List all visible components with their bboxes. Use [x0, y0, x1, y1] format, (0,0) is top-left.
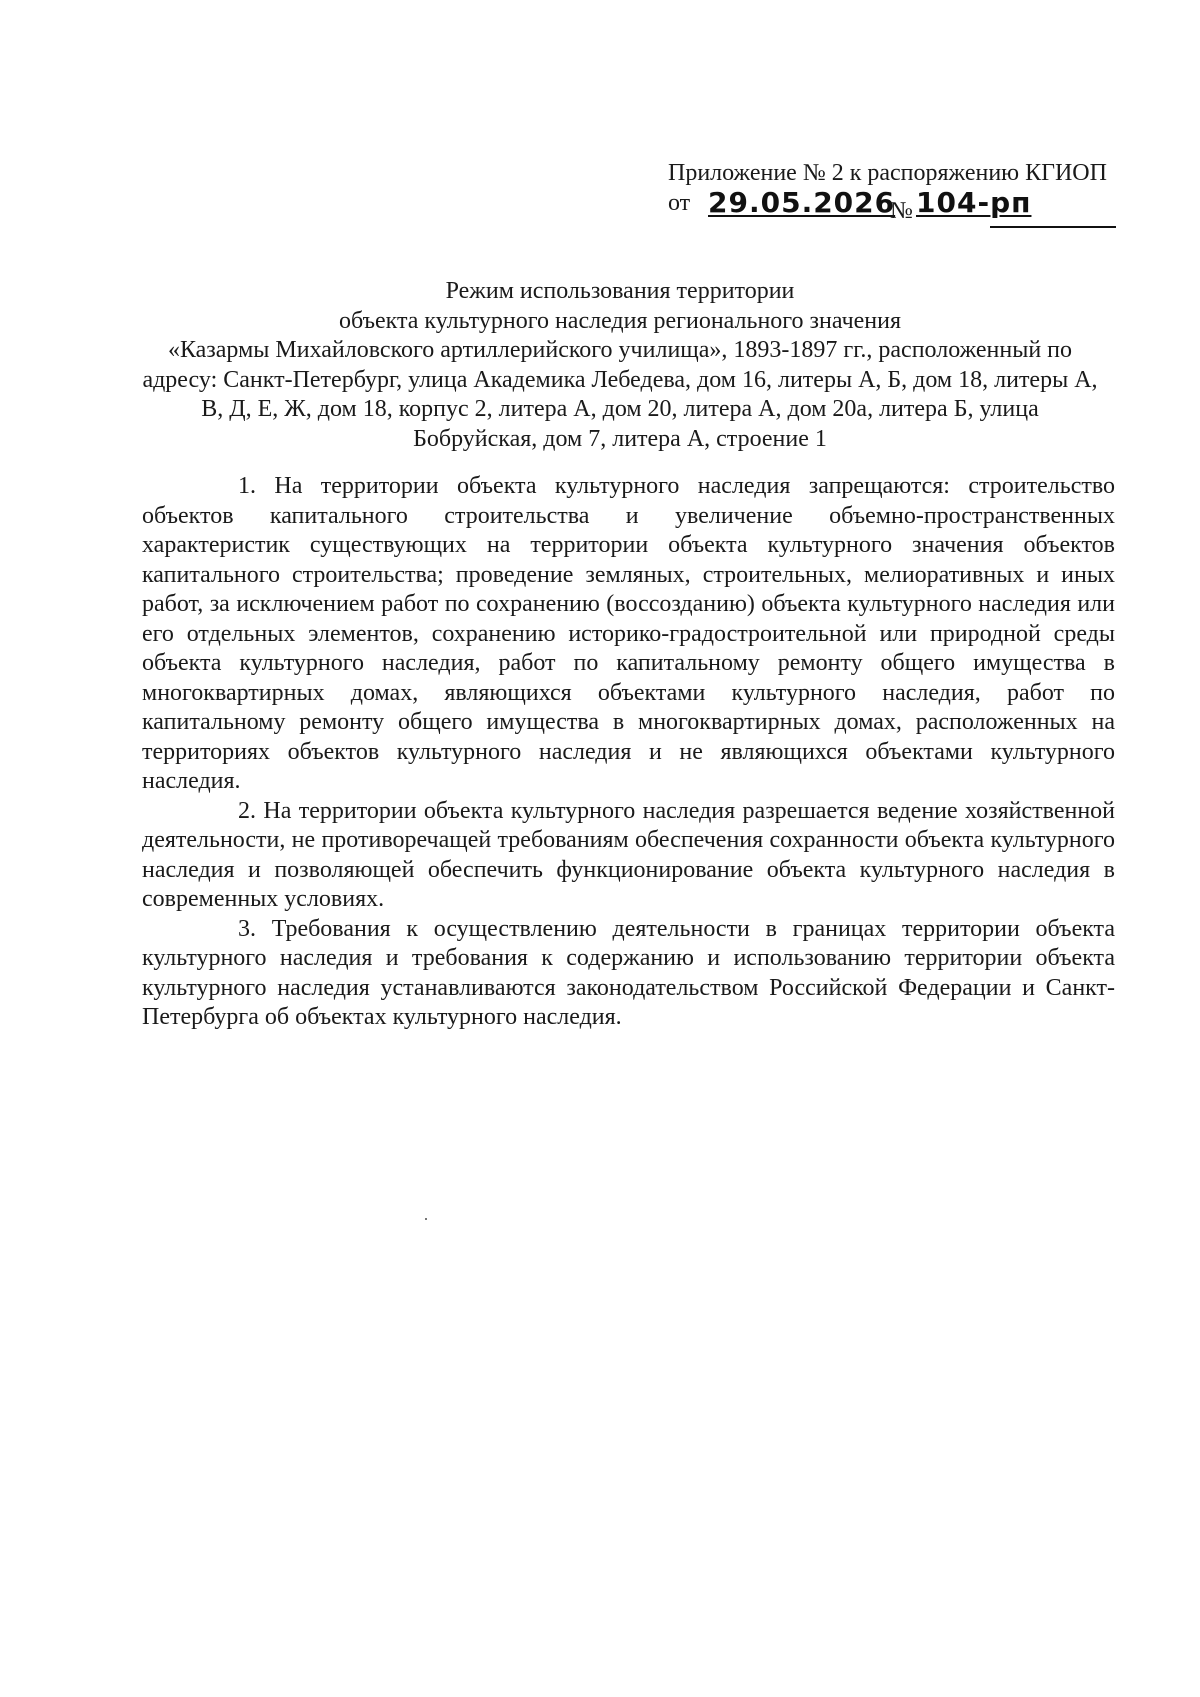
title-line: Режим использования территории	[445, 278, 795, 304]
title-line: В, Д, Е, Ж, дом 18, корпус 2, литера А, дом 20, литера А, дом 20а, литера Б, улица	[201, 396, 1039, 422]
title-line: адресу: Санкт-Петербург, улица Академика Лебедева, дом 16, литеры А, Б, дом 18, литеры А,	[142, 366, 1098, 393]
paragraph-3: 3. Требования к осуществлению деятельности в границах территории объекта культурного наследия и требования к содержанию и использованию территории объекта культурного наследия устанавливаются законодательством Российской Федерации и Санкт-Петербурга об объектах культурного наследия.	[142, 915, 1115, 1030]
title-line: объекта культурного наследия регионального значения	[338, 307, 902, 334]
scan-speck	[425, 1218, 427, 1220]
signature-underline	[990, 226, 1116, 228]
handwritten-date: 29.05.2026	[708, 186, 896, 219]
order-date-number-line	[668, 188, 1120, 228]
appendix-reference: Приложение № 2 к распоряжению КГИОП	[668, 160, 1107, 186]
document-body	[142, 472, 1115, 1033]
from-label: от	[668, 190, 691, 216]
paragraph-1: 1. На территории объекта культурного наследия запрещаются: строительство объектов капитального строительства и увеличение объемно-пространственных характеристик существующих на территории объекта культурного значения объектов капитального строительства; проведение земляных, строительных, мелиоративных и иных работ, за исключением работ по сохранению (воссозданию) объекта культурного наследия или его отдельных элементов, сохранению историко-градостроительной или природной среды объекта культурного наследия, работ по капитальному ремонту общего имущества в многоквартирных домах, являющихся объектами культурного наследия, работ по капитальному ремонту общего имущества в многоквартирных домах, расположенных на территориях объектов культурного наследия и не являющихся объектами культурного наследия.	[142, 473, 1115, 794]
number-label: №	[890, 198, 913, 224]
document-title	[135, 277, 1105, 454]
title-line: Бобруйская, дом 7, литера А, строение 1	[413, 425, 827, 452]
handwritten-order-number: 104-рп	[916, 186, 1032, 219]
title-line: «Казармы Михайловского артиллерийского училища», 1893-1897 гг., расположенный по	[167, 337, 1073, 363]
paragraph-2: 2. На территории объекта культурного наследия разрешается ведение хозяйственной деятельности, не противоречащей требованиям обеспечения сохранности объекта культурного наследия и позволяющей обеспечить функционирование объекта культурного наследия в современных условиях.	[142, 797, 1115, 912]
appendix-header	[668, 158, 1120, 228]
